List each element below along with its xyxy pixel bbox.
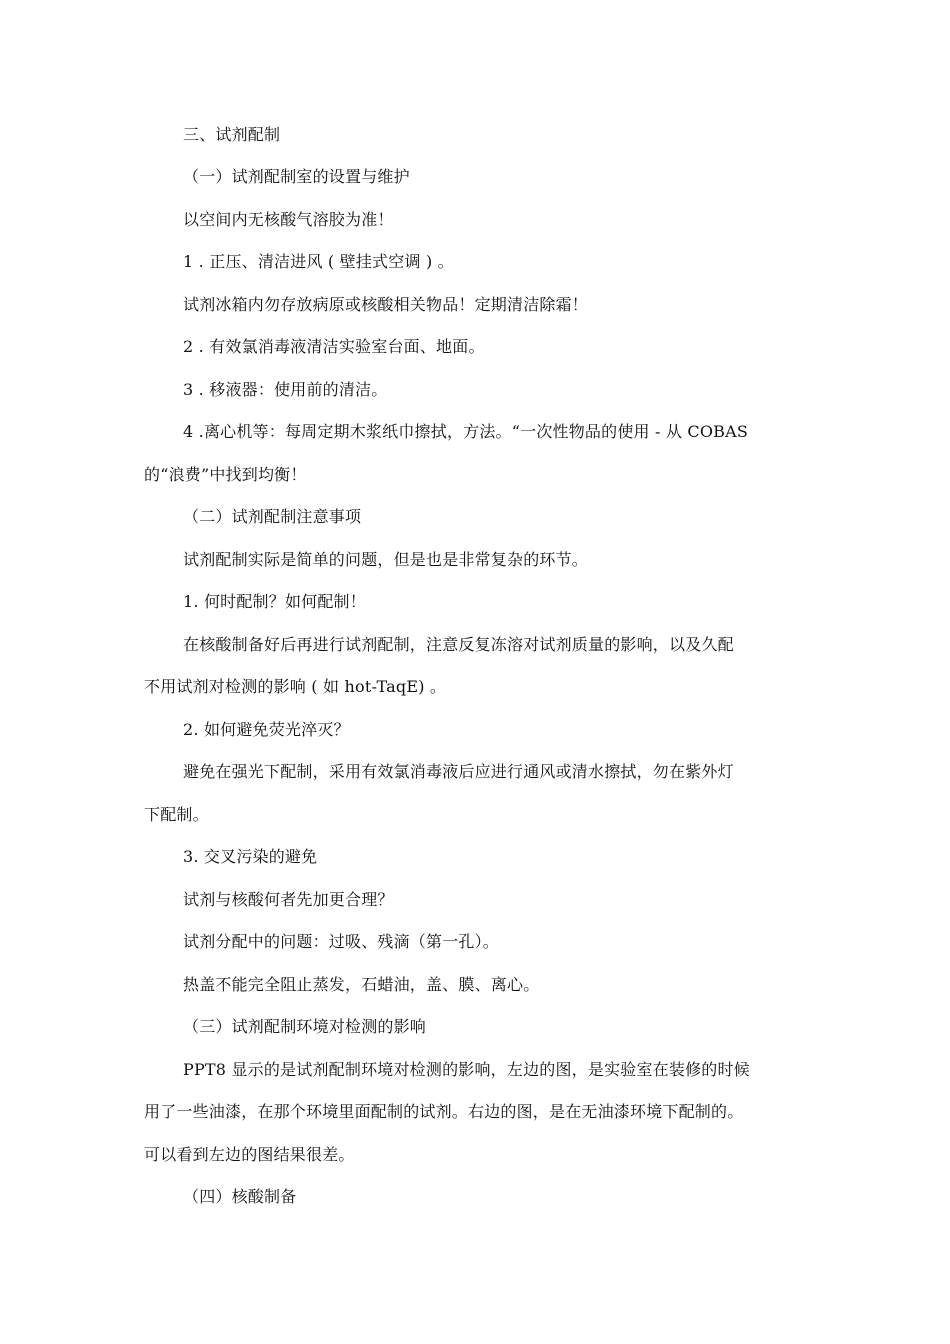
list-item-2: 2. 如何避免荧光淬灭？: [183, 720, 350, 739]
paragraph-line: 热盖不能完全阻止蒸发，石蜡油，盖、膜、离心。: [183, 975, 540, 994]
list-item-3: 3. 交叉污染的避免: [183, 847, 318, 866]
paragraph-continuation: 不用试剂对检测的影响 ( 如 hot-TaqE) 。: [144, 677, 447, 696]
subsection-heading-2: （二）试剂配制注意事项: [183, 507, 362, 526]
paragraph-line: PPT8 显示的是试剂配制环境对检测的影响，左边的图，是实验室在装修的时候: [183, 1060, 750, 1079]
subsection-heading-1: （一）试剂配制室的设置与维护: [183, 167, 410, 186]
paragraph-line: 避免在强光下配制，采用有效氯消毒液后应进行通风或清水擦拭，勿在紫外灯: [183, 762, 734, 781]
paragraph-line: 试剂配制实际是简单的问题，但是也是非常复杂的环节。: [183, 550, 589, 569]
paragraph-continuation: 用了一些油漆，在那个环境里面配制的试剂。右边的图，是在无油漆环境下配制的。: [144, 1102, 744, 1121]
paragraph-line: 试剂冰箱内勿存放病原或核酸相关物品！定期清洁除霜！: [183, 295, 589, 314]
subsection-heading-4: （四）核酸制备: [183, 1187, 297, 1206]
paragraph-continuation: 下配制。: [144, 805, 209, 824]
paragraph-line: 试剂与核酸何者先加更合理？: [183, 890, 394, 909]
paragraph-line: 在核酸制备好后再进行试剂配制，注意反复冻溶对试剂质量的影响，以及久配: [183, 635, 734, 654]
paragraph-continuation: 可以看到左边的图结果很差。: [144, 1145, 355, 1164]
paragraph-line: 试剂分配中的问题：过吸、残滴（第一孔）。: [183, 932, 500, 951]
list-item-1: 1 . 正压、清洁进风 ( 壁挂式空调 ) 。: [183, 252, 454, 271]
subsection-heading-3: （三）试剂配制环境对检测的影响: [183, 1017, 427, 1036]
list-item-4: 4 .离心机等：每周定期木浆纸巾擦拭，方法。“一次性物品的使用 - 从 COBAS: [183, 422, 749, 441]
list-item-1: 1. 何时配制？如何配制！: [183, 592, 366, 611]
list-item-2: 2 . 有效氯消毒液清洁实验室台面、地面。: [183, 337, 485, 356]
paragraph-continuation: 的“浪费”中找到均衡！: [144, 465, 307, 484]
paragraph-line: 以空间内无核酸气溶胶为准！: [183, 210, 394, 229]
list-item-3: 3 . 移液器：使用前的清洁。: [183, 380, 388, 399]
section-heading-3: 三、试剂配制: [183, 125, 281, 144]
